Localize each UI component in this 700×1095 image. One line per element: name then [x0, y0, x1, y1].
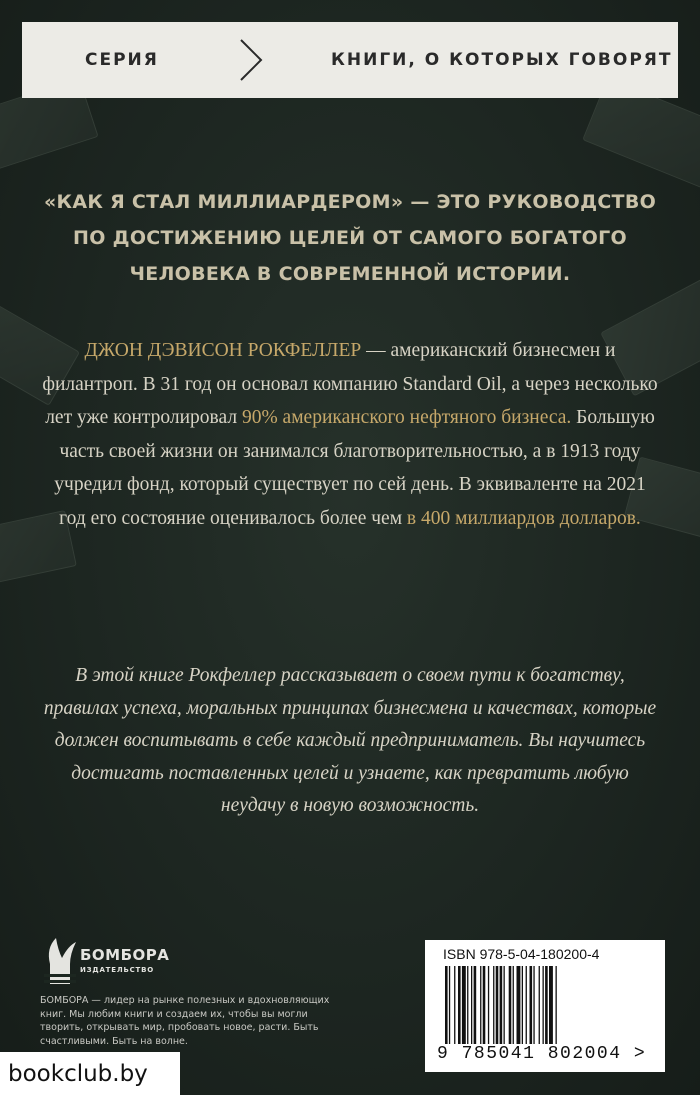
- barcode-bar: [483, 966, 486, 1044]
- barcode: [425, 940, 665, 1072]
- barcode-bar: [458, 966, 461, 1044]
- barcode-bar: [549, 966, 553, 1044]
- book-summary: В этой книге Рокфеллер рассказывает о своем пути к богатству, правилах успеха, моральных принципах бизнесмена и качествах, которые должен воспитывать в себе каждый предприниматель. Вы научитесь достигать поставленных целей и узнаете, как превратить любую неудачу в новую возможность.: [43, 665, 657, 816]
- barcode-bar: [533, 966, 534, 1044]
- chevron-right-icon: [235, 36, 265, 84]
- publisher-logo-subtitle: ИЗДАТЕЛЬСТВО: [80, 966, 154, 974]
- tagline-line: ПО ДОСТИЖЕНИЮ ЦЕЛЕЙ ОТ САМОГО БОГАТОГО: [73, 227, 627, 249]
- barcode-bar: [539, 966, 540, 1044]
- tagline-line: ЧЕЛОВЕКА В СОВРЕМЕННОЙ ИСТОРИИ.: [129, 263, 571, 285]
- barcode-bar: [522, 966, 523, 1044]
- series-name: КНИГИ, О КОТОРЫХ ГОВОРЯТ: [331, 50, 673, 70]
- bio-highlight: в 400 миллиардов долларов.: [406, 507, 641, 529]
- barcode-bar: [543, 966, 544, 1044]
- barcode-bar: [504, 966, 505, 1044]
- barcode-bar: [556, 966, 557, 1044]
- barcode-digits: 9 785041 802004 >: [437, 1044, 647, 1064]
- barcode-bar: [545, 966, 548, 1044]
- barcode-bar: [500, 966, 503, 1044]
- series-label: СЕРИЯ: [85, 50, 159, 70]
- barcode-bars: [441, 966, 641, 1050]
- publisher-about: БОМБОРА — лидер на рынке полезных и вдохновляющих книг. Мы любим книги и создаем их, чтобы вы могли творить, открывать мир, пробовать новое, расти. Быть счастливыми. Быть на волне.: [40, 995, 330, 1047]
- isbn-number: ISBN 978-5-04-180200-4: [443, 946, 600, 962]
- series-banner: [22, 22, 678, 98]
- barcode-bar: [467, 966, 468, 1044]
- barcode-bar: [496, 966, 499, 1044]
- barcode-bar: [488, 966, 489, 1044]
- barcode-bar: [471, 966, 472, 1044]
- watermark: bookclub.by: [0, 1052, 180, 1095]
- publisher-logo-name: БОМБОРА: [80, 946, 170, 964]
- barcode-bar: [454, 966, 455, 1044]
- author-name: ДЖОН ДЭВИСОН РОКФЕЛЛЕР: [84, 340, 362, 361]
- barcode-bar: [474, 966, 477, 1044]
- bio-text: — американский бизнесмен и филантроп. В 31 год он основал компанию Standard Oil, а через несколько лет уже контролировал: [42, 340, 658, 428]
- tagline-line: «КАК Я СТАЛ МИЛЛИАРДЕРОМ» — ЭТО РУКОВОДСТВО: [43, 191, 657, 213]
- barcode-bar: [462, 966, 466, 1044]
- barcode-bar: [517, 966, 521, 1044]
- barcode-bar: [449, 966, 450, 1044]
- barcode-bar: [480, 966, 481, 1044]
- bio-text: Большую часть своей жизни он занимался благотворительностью, а в 1913 году учредил фонд, который существует по сей день. В эквиваленте на 2021 год его состояние оценивалось более чем: [54, 407, 655, 529]
- barcode-bar: [530, 966, 533, 1044]
- barcode-bar: [445, 966, 448, 1044]
- bio-highlight: 90% американского нефтяного бизнеса.: [241, 407, 572, 428]
- barcode-bar: [493, 966, 494, 1044]
- tagline: [40, 184, 660, 292]
- barcode-bar: [509, 966, 512, 1044]
- barcode-bar: [526, 966, 527, 1044]
- author-bio: [40, 334, 660, 535]
- barcode-bar: [513, 966, 514, 1044]
